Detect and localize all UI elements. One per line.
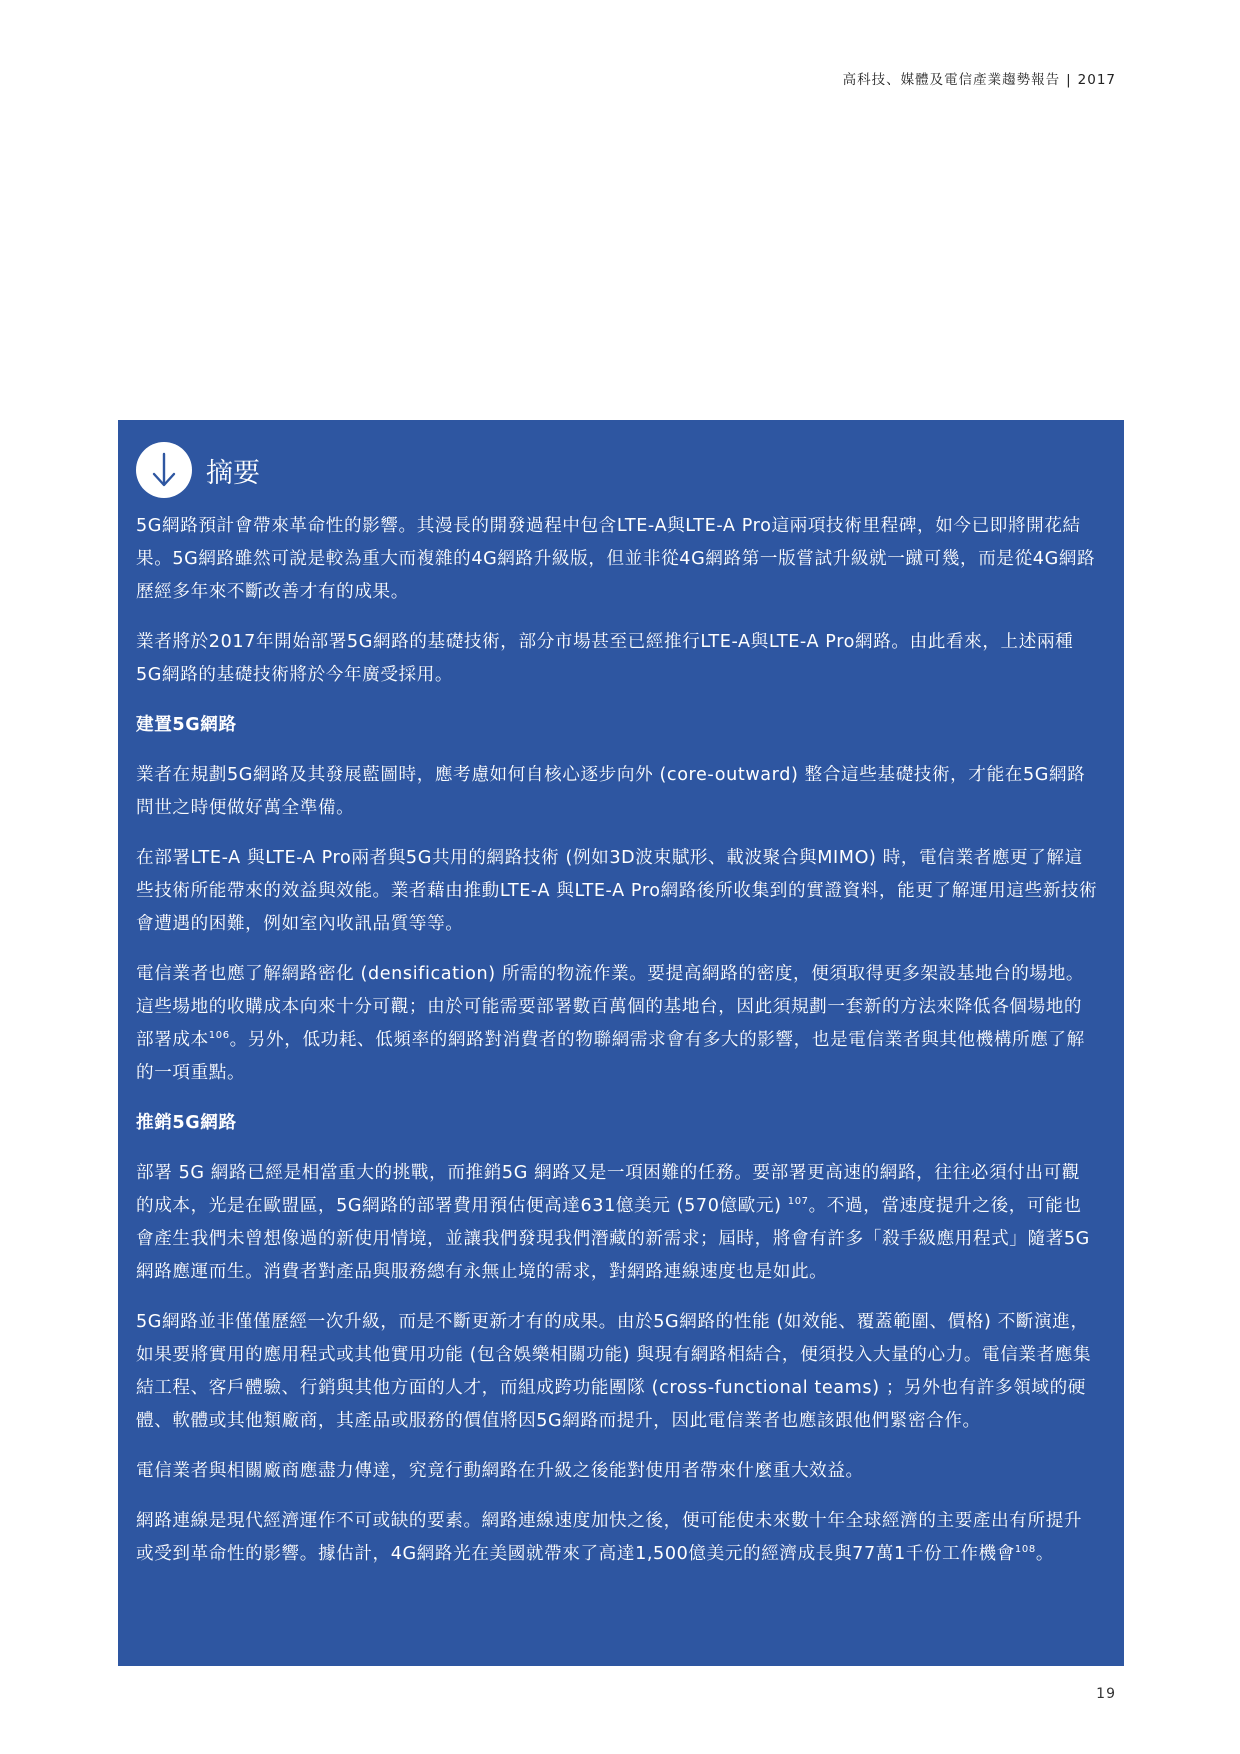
text-run: 。不過，當速度提升之後，可能也會產生我們未曾想像過的新使用情境，並讓我們發現我們潛藏的新需求；屆時，將會有許多「殺手級應用程式」隨著5G網路應運而生。消費者對產品與服務總有永無止境的需求，對網路連線速度也是如此。 xyxy=(136,1196,1090,1282)
footnote-ref-107: 107 xyxy=(787,1196,809,1208)
section-heading-market: 推銷5G網路 xyxy=(136,1113,237,1133)
text-run: 部署 5G 網路已經是相當重大的挑戰，而推銷5G 網路又是一項困難的任務。要部署更高速的網路，往往必須付出可觀的成本，光是在歐盟區，5G網路的部署費用預估便高達631億美元 (570億歐元) xyxy=(136,1163,1080,1216)
report-year: 2017 xyxy=(1077,72,1116,88)
market-paragraph-3: 電信業者與相關廠商應盡力傳達，究竟行動網路在升級之後能對使用者帶來什麼重大效益。 xyxy=(136,1461,864,1481)
footnote-ref-106: 106 xyxy=(208,1030,230,1042)
market-paragraph-1 xyxy=(136,1157,1098,1289)
summary-box xyxy=(118,420,1124,1666)
market-paragraph-4 xyxy=(136,1505,1098,1571)
summary-title: 摘要 xyxy=(206,457,260,489)
header-separator: | xyxy=(1066,72,1072,88)
text-run: 。另外，低功耗、低頻率的網路對消費者的物聯網需求會有多大的影響，也是電信業者與其他機構所應了解的一項重點。 xyxy=(136,1030,1085,1083)
page-number: 19 xyxy=(1096,1686,1116,1702)
arrow-down-circle-icon xyxy=(136,442,192,498)
footnote-ref-108: 108 xyxy=(1014,1544,1036,1556)
section-heading-build: 建置5G網路 xyxy=(136,715,237,735)
build-paragraph-2: 在部署LTE-A 與LTE-A Pro兩者與5G共用的網路技術 (例如3D波束賦形、載波聚合與MIMO) 時，電信業者應更了解這些技術所能帶來的效益與效能。業者藉由推動LTE-A 與LTE-A Pro網路後所收集到的實證資料，能更了解運用這些新技術會遭遇的困難，例如室內收訊品質等等。 xyxy=(136,848,1098,934)
text-run: 電信業者也應了解網路密化 (densification) 所需的物流作業。要提高網路的密度，便須取得更多架設基地台的場地。這些場地的收購成本向來十分可觀；由於可能需要部署數百萬個的基地台，因此須規劃一套新的方法來降低各個場地的部署成本 xyxy=(136,964,1085,1050)
intro-paragraph-2: 業者將於2017年開始部署5G網路的基礎技術，部分市場甚至已經推行LTE-A與LTE-A Pro網路。由此看來，上述兩種5G網路的基礎技術將於今年廣受採用。 xyxy=(136,632,1074,685)
build-paragraph-1: 業者在規劃5G網路及其發展藍圖時，應考慮如何自核心逐步向外 (core-outward) 整合這些基礎技術，才能在5G網路問世之時便做好萬全準備。 xyxy=(136,765,1086,818)
summary-body xyxy=(136,510,1098,1571)
page-header xyxy=(843,68,1116,88)
intro-paragraph-1: 5G網路預計會帶來革命性的影響。其漫長的開發過程中包含LTE-A與LTE-A Pro這兩項技術里程碑，如今已即將開花結果。5G網路雖然可說是較為重大而複雜的4G網路升級版，但並非從4G網路第一版嘗試升級就一蹴可幾，而是從4G網路歷經多年來不斷改善才有的成果。 xyxy=(136,516,1096,602)
market-paragraph-2: 5G網路並非僅僅歷經一次升級，而是不斷更新才有的成果。由於5G網路的性能 (如效能、覆蓋範圍、價格) 不斷演進，如果要將實用的應用程式或其他實用功能 (包含娛樂相關功能) 與現有網路相結合，便須投入大量的心力。電信業者應集結工程、客戶體驗、行銷與其他方面的人才，而組成跨功能團隊 (cross-functional teams) ；另外也有許多領域的硬體、軟體或其他類廠商，其產品或服務的價值將因5G網路而提升，因此電信業者也應該跟他們緊密合作。 xyxy=(136,1312,1092,1431)
text-run: 。 xyxy=(1035,1544,1055,1564)
text-run: 網路連線是現代經濟運作不可或缺的要素。網路連線速度加快之後，便可能使未來數十年全球經濟的主要產出有所提升或受到革命性的影響。據估計，4G網路光在美國就帶來了高達1,500億美元的經濟成長與77萬1千份工作機會 xyxy=(136,1511,1083,1564)
report-title: 高科技、媒體及電信產業趨勢報告 xyxy=(842,72,1061,88)
summary-header xyxy=(136,442,1098,498)
build-paragraph-3 xyxy=(136,958,1098,1090)
